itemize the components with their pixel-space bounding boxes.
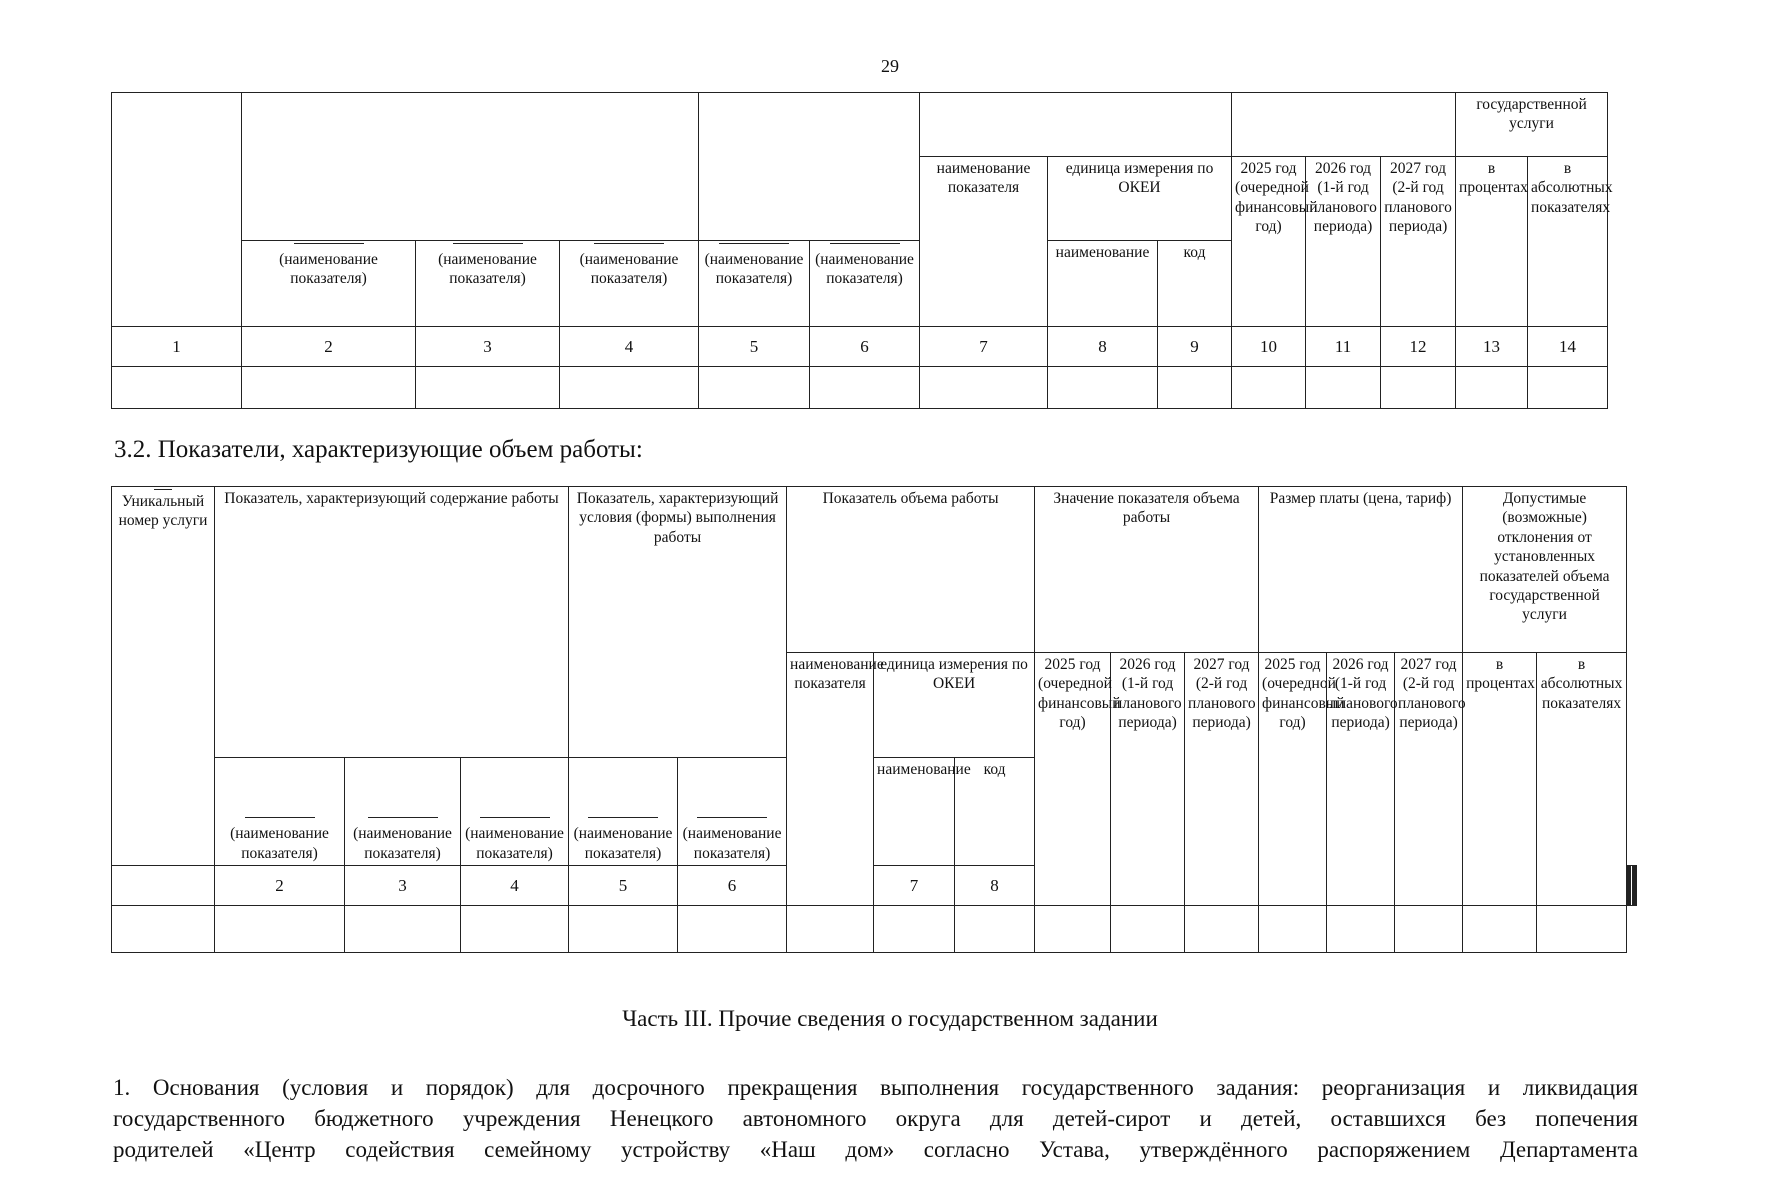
t2-indicator-name-cell: (наименование показателя) xyxy=(345,758,461,866)
t1-empty-cell xyxy=(1381,367,1456,409)
t1-indicator-name-cell: (наименование показателя) xyxy=(416,241,560,327)
t2-empty-cell xyxy=(1185,906,1259,953)
t1-percent-header: в процентах xyxy=(1456,157,1528,327)
t1-empty-cell xyxy=(560,367,699,409)
t2-column-number: 6 xyxy=(678,866,787,906)
t1-column-number: 13 xyxy=(1456,327,1528,367)
t2-value-2026-header: 2026 год (1-й год планового периода) xyxy=(1111,653,1185,906)
t1-year-2026-header: 2026 год (1-й год планового периода) xyxy=(1306,157,1381,327)
t2-column-number: 2 xyxy=(215,866,345,906)
t1-year-2025-header: 2025 год (очередной финансовый год) xyxy=(1232,157,1306,327)
t1-column-number: 7 xyxy=(920,327,1048,367)
t1-column-number: 14 xyxy=(1528,327,1608,367)
t2-fee-2025-header: 2025 год (очередной финансовый год) xyxy=(1259,653,1327,906)
t2-conditions-indicator-header: Показатель, характеризующий условия (формы) выполнения работы xyxy=(569,487,787,758)
paragraph-line: 1. Основания (условия и порядок) для досрочного прекращения выполнения государственного задания: реорганизация и ликвидация xyxy=(113,1075,1638,1100)
t2-empty-cell xyxy=(955,906,1035,953)
t2-empty-cell xyxy=(1035,906,1111,953)
t2-empty-cell xyxy=(461,906,569,953)
t1-column-number: 5 xyxy=(699,327,810,367)
t2-column-number xyxy=(112,866,215,906)
t2-column-number: 8 xyxy=(955,866,1035,906)
t1-content-indicator-cell xyxy=(242,93,699,241)
t2-empty-cell xyxy=(1537,906,1627,953)
t2-empty-cell xyxy=(345,906,461,953)
t1-indicator-name-cell: (наименование показателя) xyxy=(560,241,699,327)
t1-column-number: 11 xyxy=(1306,327,1381,367)
section-heading-3-2: 3.2. Показатели, характеризующие объем работы: xyxy=(114,436,643,463)
t2-unit-code-header: код xyxy=(955,758,1035,866)
t1-column-number: 8 xyxy=(1048,327,1158,367)
t1-deviation-header: государственной услуги xyxy=(1456,93,1608,157)
t1-empty-cell xyxy=(1306,367,1381,409)
t2-empty-cell xyxy=(787,906,874,953)
paragraph-line: государственного бюджетного учреждения Ненецкого автономного округа для детей-сирот и детей, оставшихся без попечения xyxy=(113,1106,1638,1131)
t2-percent-header: в процентах xyxy=(1463,653,1537,906)
t2-indicator-name-cell: (наименование показателя) xyxy=(215,758,345,866)
t2-value-2025-header: 2025 год (очередной финансовый год) xyxy=(1035,653,1111,906)
t2-empty-cell xyxy=(1395,906,1463,953)
t1-empty-cell xyxy=(810,367,920,409)
t2-empty-cell xyxy=(215,906,345,953)
t2-column-number: 3 xyxy=(345,866,461,906)
t1-empty-cell xyxy=(1158,367,1232,409)
t2-empty-cell xyxy=(112,906,215,953)
t1-year-2027-header: 2027 год (2-й год планового периода) xyxy=(1381,157,1456,327)
t1-column-number: 2 xyxy=(242,327,416,367)
t2-column-number: 5 xyxy=(569,866,678,906)
t1-column-number: 4 xyxy=(560,327,699,367)
t1-indicator-name-cell: (наименование показателя) xyxy=(242,241,416,327)
t1-empty-cell xyxy=(920,367,1048,409)
paragraph-line: родителей «Центр содействия семейному устройству «Наш дом» согласно Устава, утверждённого распоряжением Департамента xyxy=(113,1137,1638,1162)
part-title: Часть III. Прочие сведения о государственном задании xyxy=(622,1006,1158,1031)
quality-indicators-table xyxy=(111,92,1613,409)
t1-indicator-name-cell: (наименование показателя) xyxy=(810,241,920,327)
page-number: 29 xyxy=(881,56,899,76)
t2-indicator-name-cell: (наименование показателя) xyxy=(678,758,787,866)
t1-unit-name-header: наименование xyxy=(1048,241,1158,327)
t1-conditions-indicator-cell xyxy=(699,93,920,241)
t1-unique-number-cell xyxy=(112,93,242,327)
t1-column-number: 9 xyxy=(1158,327,1232,367)
t1-indicator-name-header: наименование показателя xyxy=(920,157,1048,327)
t1-empty-cell xyxy=(699,367,810,409)
t2-column-number xyxy=(1635,866,1636,906)
t1-empty-cell xyxy=(1232,367,1306,409)
t1-empty-cell xyxy=(416,367,560,409)
t1-quality-indicator-cell xyxy=(920,93,1232,157)
t1-value-cell xyxy=(1232,93,1456,157)
t2-value-2027-header: 2027 год (2-й год планового периода) xyxy=(1185,653,1259,906)
t2-empty-cell xyxy=(678,906,787,953)
t1-empty-cell xyxy=(1456,367,1528,409)
t1-absolute-header: в абсолютных показателях xyxy=(1528,157,1608,327)
t2-column-number: 4 xyxy=(461,866,569,906)
t1-empty-cell xyxy=(1048,367,1158,409)
volume-indicators-table xyxy=(111,486,1637,953)
t2-content-indicator-header: Показатель, характеризующий содержание работы xyxy=(215,487,569,758)
t2-fee-2026-header: 2026 год (1-й год планового периода) xyxy=(1327,653,1395,906)
t1-column-number: 12 xyxy=(1381,327,1456,367)
t2-volume-value-header: Значение показателя объема работы xyxy=(1035,487,1259,653)
t2-empty-cell xyxy=(569,906,678,953)
t1-indicator-name-cell: (наименование показателя) xyxy=(699,241,810,327)
t2-column-number: 7 xyxy=(874,866,955,906)
t2-fee-2027-header: 2027 год (2-й год планового периода) xyxy=(1395,653,1463,906)
t2-empty-cell xyxy=(1327,906,1395,953)
t2-indicator-name-header: наименование показателя xyxy=(787,653,874,906)
t2-indicator-name-cell: (наименование показателя) xyxy=(569,758,678,866)
t1-column-number: 6 xyxy=(810,327,920,367)
t2-empty-cell xyxy=(1463,906,1537,953)
t1-column-number: 1 xyxy=(112,327,242,367)
paragraph-1 xyxy=(113,1072,1638,1165)
t2-empty-cell xyxy=(1259,906,1327,953)
t2-indicator-name-cell: (наименование показателя) xyxy=(461,758,569,866)
t1-empty-cell xyxy=(1528,367,1608,409)
t2-unique-number-header: Уникальный номер услуги xyxy=(112,487,215,866)
t2-empty-cell xyxy=(1111,906,1185,953)
t2-volume-indicator-header: Показатель объема работы xyxy=(787,487,1035,653)
t2-unit-header: единица измерения по ОКЕИ xyxy=(874,653,1035,758)
t2-deviation-header: Допустимые (возможные) отклонения от установленных показателей объема государственной услуги xyxy=(1463,487,1627,653)
t2-unit-name-header: наименование xyxy=(874,758,955,866)
t1-column-number: 10 xyxy=(1232,327,1306,367)
t1-unit-header: единица измерения по ОКЕИ xyxy=(1048,157,1232,241)
t1-empty-cell xyxy=(112,367,242,409)
t1-unit-code-header: код xyxy=(1158,241,1232,327)
t2-fee-header: Размер платы (цена, тариф) xyxy=(1259,487,1463,653)
t1-empty-cell xyxy=(242,367,416,409)
t2-absolute-header: в абсолютных показателях xyxy=(1537,653,1627,906)
t2-empty-cell xyxy=(874,906,955,953)
t1-column-number: 3 xyxy=(416,327,560,367)
